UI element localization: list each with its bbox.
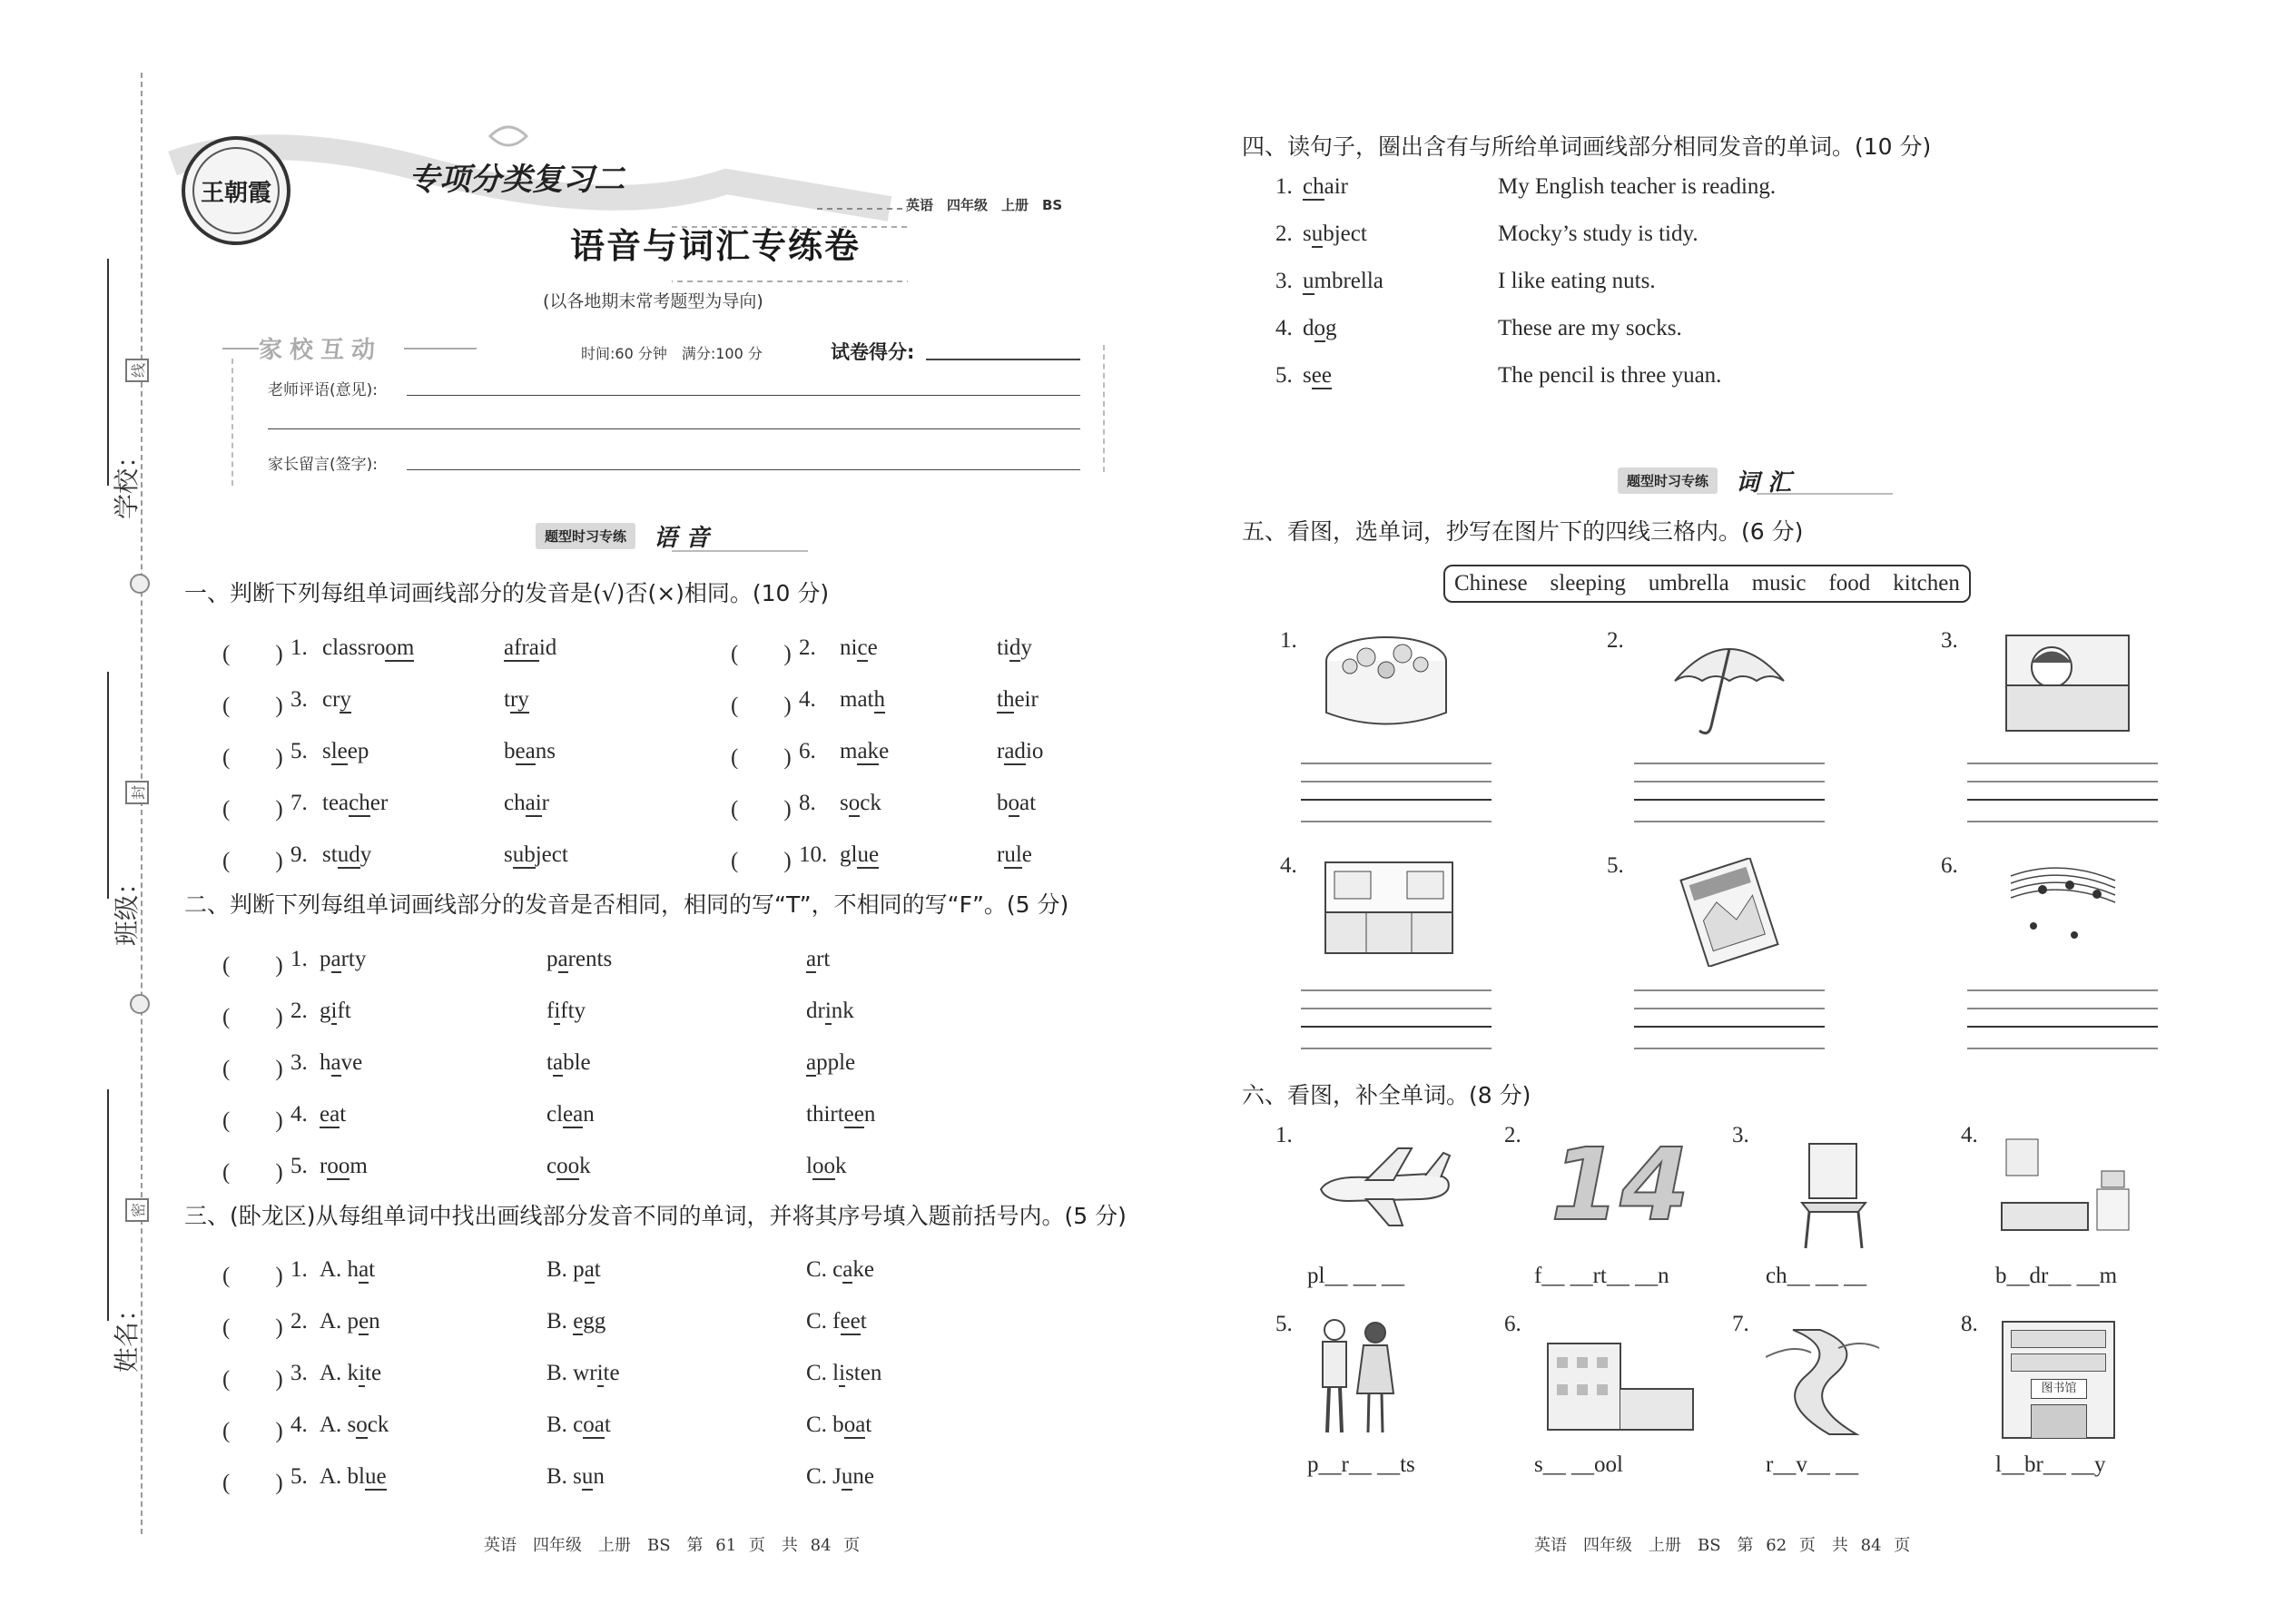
- item-number: 5.: [290, 739, 308, 763]
- word: party: [320, 947, 367, 971]
- four-line-grid[interactable]: [1634, 763, 1825, 826]
- given-word: see: [1303, 363, 1332, 388]
- four-line-grid[interactable]: [1967, 763, 2158, 826]
- word: have: [320, 1050, 363, 1075]
- answer-paren[interactable]: ( ): [222, 745, 283, 770]
- option-c: C. feet: [806, 1309, 867, 1334]
- item-number: 3.: [1275, 269, 1293, 293]
- q5-num-4: 4.: [1280, 853, 1297, 878]
- binding-mark-mi: 密: [125, 1198, 149, 1222]
- option-a: A. kite: [320, 1361, 382, 1385]
- word-a: glue: [840, 842, 880, 867]
- option-c: C. boat: [806, 1412, 872, 1437]
- answer-paren[interactable]: ( ): [222, 1005, 283, 1029]
- word-b: try: [504, 687, 529, 712]
- word-a: study: [322, 842, 372, 867]
- option-b: B. pat: [546, 1257, 601, 1282]
- school-label: 学校：: [112, 442, 143, 520]
- parent-comment-label: 家长留言(签字):: [268, 456, 378, 474]
- item-number: 8.: [799, 791, 816, 815]
- item-number: 4.: [290, 1102, 308, 1127]
- chair-picture: [1793, 1139, 1875, 1253]
- parent-comment-field[interactable]: [407, 469, 1080, 470]
- word-b: beans: [504, 739, 556, 763]
- item-number: 3.: [1732, 1123, 1749, 1147]
- answer-paren[interactable]: ( ): [731, 642, 792, 666]
- sentence[interactable]: Mocky’s study is tidy.: [1498, 221, 1698, 246]
- four-line-grid[interactable]: [1967, 989, 2158, 1053]
- binding-mark-feng: 封: [125, 781, 149, 804]
- word-blank[interactable]: ch__ __ __: [1766, 1264, 1867, 1288]
- item-number: 6.: [1504, 1312, 1521, 1336]
- answer-paren[interactable]: ( ): [222, 953, 283, 978]
- tag-small-label: 题型时习专练: [1618, 468, 1718, 494]
- word-a: make: [840, 739, 890, 763]
- sentence[interactable]: My English teacher is reading.: [1498, 174, 1777, 199]
- subtitle: (以各地期末常考题型为导向): [543, 291, 763, 311]
- answer-paren[interactable]: ( ): [222, 1160, 283, 1185]
- option-a: A. sock: [320, 1412, 389, 1437]
- item-number: 2.: [799, 635, 816, 660]
- word-blank[interactable]: p__r__ __ts: [1307, 1452, 1415, 1477]
- item-number: 7.: [290, 791, 308, 815]
- word: eat: [320, 1102, 347, 1127]
- parents-picture: [1307, 1316, 1407, 1439]
- item-number: 2.: [1275, 221, 1293, 246]
- school-field[interactable]: [107, 259, 109, 486]
- option-b: B. write: [546, 1361, 620, 1385]
- sentence[interactable]: These are my socks.: [1498, 316, 1682, 340]
- item-number: 2.: [1504, 1123, 1521, 1147]
- q5-num-1: 1.: [1280, 628, 1297, 653]
- chinese-book-picture: [1679, 858, 1779, 967]
- item-number: 7.: [1732, 1312, 1749, 1336]
- q5-num-5: 5.: [1607, 853, 1624, 878]
- sentence[interactable]: The pencil is three yuan.: [1498, 363, 1722, 388]
- tag-arrow: [1757, 493, 1893, 495]
- q6-title: 六、看图，补全单词。(8 分): [1242, 1082, 1531, 1108]
- option-b: B. coat: [546, 1412, 611, 1437]
- q1-title: 一、判断下列每组单词画线部分的发音是(√)否(×)相同。(10 分): [184, 580, 830, 606]
- binding-hole: [130, 574, 150, 594]
- word: thirteen: [806, 1102, 876, 1127]
- school-picture: [1543, 1334, 1698, 1434]
- section-tag-vocab: [1618, 464, 1791, 497]
- word: clean: [546, 1102, 595, 1127]
- answer-paren[interactable]: ( ): [222, 1264, 283, 1288]
- main-title: 语音与词汇专练卷: [570, 226, 861, 266]
- given-word: chair: [1303, 174, 1348, 199]
- given-word: subject: [1303, 221, 1367, 246]
- option-b: B. sun: [546, 1464, 605, 1489]
- answer-paren[interactable]: ( ): [731, 797, 792, 822]
- q2-title: 二、判断下列每组单词画线部分的发音是否相同，相同的写“T”，不相同的写“F”。(5 分): [184, 891, 1069, 918]
- word-b: subject: [504, 842, 568, 867]
- word-b: tidy: [997, 635, 1032, 660]
- word-blank[interactable]: pl__ __ __: [1307, 1264, 1404, 1288]
- subject-tag: 英语 四年级 上册 BS: [906, 197, 1063, 213]
- answer-paren[interactable]: ( ): [731, 745, 792, 770]
- word-a: classroom: [322, 635, 415, 660]
- word-b: radio: [997, 739, 1044, 763]
- logo-text: 王朝霞: [200, 179, 271, 207]
- score-label: 试卷得分:: [831, 341, 915, 363]
- class-label: 班级：: [112, 869, 143, 947]
- word-a: math: [840, 687, 885, 712]
- word-bank: Chinese sleeping umbrella music food kitchen: [1443, 565, 1971, 603]
- answer-paren[interactable]: ( ): [222, 797, 283, 822]
- series-title: 专项分类复习二: [409, 162, 625, 198]
- sentence[interactable]: I like eating nuts.: [1498, 269, 1656, 293]
- answer-paren[interactable]: ( ): [222, 694, 283, 718]
- q5-title: 五、看图，选单词，抄写在图片下的四线三格内。(6 分): [1242, 518, 1804, 545]
- deco-dashed: [1103, 345, 1105, 472]
- item-number: 3.: [290, 1361, 308, 1385]
- item-number: 4.: [1961, 1123, 1978, 1147]
- food-picture: [1321, 626, 1452, 731]
- deco-line: [222, 348, 259, 349]
- word: look: [806, 1154, 847, 1178]
- item-number: 4.: [799, 687, 816, 712]
- binding-mark-xian: 线: [125, 359, 149, 382]
- section-tag-phonics: [536, 519, 709, 552]
- word-blank[interactable]: r__v__ __: [1766, 1452, 1859, 1477]
- word-blank[interactable]: s__ __ool: [1534, 1452, 1623, 1477]
- teacher-comment-field[interactable]: [407, 395, 1080, 396]
- tag-vocab-label: 词 汇: [1736, 468, 1792, 497]
- option-a: A. hat: [320, 1257, 376, 1282]
- item-number: 6.: [799, 739, 816, 763]
- item-number: 2.: [290, 1309, 308, 1334]
- tag-small-label: 题型时习专练: [536, 523, 635, 549]
- answer-paren[interactable]: ( ): [222, 1108, 283, 1133]
- word: art: [806, 947, 831, 971]
- option-c: C. listen: [806, 1361, 882, 1385]
- word-a: cry: [322, 687, 351, 712]
- river-picture: [1766, 1321, 1884, 1439]
- teacher-comment-label: 老师评语(意见):: [268, 381, 378, 399]
- option-b: B. egg: [546, 1309, 606, 1334]
- answer-paren[interactable]: ( ): [222, 1367, 283, 1392]
- library-sign: 图书馆: [2031, 1379, 2087, 1399]
- item-number: 5.: [1275, 1312, 1293, 1336]
- item-number: 1.: [290, 635, 308, 660]
- deco-dashed: [231, 359, 233, 486]
- bedroom-picture: [1997, 1135, 2133, 1239]
- option-a: A. pen: [320, 1309, 380, 1334]
- word: room: [320, 1154, 368, 1178]
- word-blank[interactable]: b__dr__ __m: [1995, 1264, 2118, 1288]
- word-blank[interactable]: l__br__ __y: [1995, 1452, 2106, 1477]
- publisher-logo: [182, 136, 290, 245]
- answer-paren[interactable]: ( ): [222, 1419, 283, 1443]
- four-line-grid[interactable]: [1301, 763, 1492, 826]
- word: parents: [546, 947, 613, 971]
- word-a: teacher: [322, 791, 389, 815]
- item-number: 1.: [290, 1257, 308, 1282]
- answer-paren[interactable]: ( ): [222, 642, 283, 666]
- word-a: sleep: [322, 739, 369, 763]
- umbrella-picture: [1670, 626, 1788, 740]
- tag-arrow: [672, 550, 808, 552]
- option-a: A. blue: [320, 1464, 387, 1489]
- item-number: 1.: [290, 947, 308, 971]
- word-b: chair: [504, 791, 549, 815]
- given-word: dog: [1303, 316, 1337, 340]
- q4-title: 四、读句子，圈出含有与所给单词画线部分相同发音的单词。(10 分): [1242, 133, 1932, 160]
- option-c: C. June: [806, 1464, 875, 1489]
- word-a: sock: [840, 791, 881, 815]
- kitchen-picture: [1321, 858, 1457, 958]
- plane-picture: [1312, 1139, 1457, 1230]
- word: cook: [546, 1154, 591, 1178]
- item-number: 2.: [290, 999, 308, 1023]
- option-c: C. cake: [806, 1257, 874, 1282]
- family-school-label: 家校互动: [259, 337, 383, 364]
- fourteen-picture: 14: [1551, 1127, 1690, 1243]
- item-number: 5.: [290, 1154, 308, 1178]
- answer-paren[interactable]: ( ): [222, 849, 283, 873]
- tag-phonics-label: 语 音: [654, 524, 710, 552]
- item-number: 8.: [1961, 1312, 1978, 1336]
- answer-paren[interactable]: ( ): [731, 849, 792, 873]
- answer-paren[interactable]: ( ): [731, 694, 792, 718]
- library-picture: [2002, 1321, 2115, 1439]
- sleeping-picture: [2002, 626, 2133, 740]
- word-b: afraid: [504, 635, 557, 660]
- name-field[interactable]: [107, 1089, 109, 1321]
- item-number: 5.: [290, 1464, 308, 1489]
- item-number: 4.: [1275, 316, 1293, 340]
- item-number: 10.: [799, 842, 828, 867]
- word-a: nice: [840, 635, 878, 660]
- q5-num-3: 3.: [1941, 628, 1958, 653]
- answer-paren[interactable]: ( ): [222, 1315, 283, 1340]
- word-b: boat: [997, 791, 1037, 815]
- given-word: umbrella: [1303, 269, 1383, 293]
- class-field[interactable]: [107, 672, 109, 899]
- footer-right: 英语 四年级 上册 BS 第 62 页 共 84 页: [1534, 1536, 1911, 1555]
- item-number: 1.: [1275, 1123, 1293, 1147]
- item-number: 1.: [1275, 174, 1293, 199]
- binding-hole: [130, 994, 150, 1014]
- four-line-grid[interactable]: [1634, 989, 1825, 1053]
- answer-paren[interactable]: ( ): [222, 1057, 283, 1081]
- item-number: 3.: [290, 1050, 308, 1075]
- teacher-comment-field-2[interactable]: [268, 428, 1080, 429]
- word: gift: [320, 999, 351, 1023]
- time-info: 时间:60 分钟 满分:100 分: [581, 345, 763, 362]
- deco-line: [404, 348, 477, 349]
- music-picture: [2006, 858, 2120, 944]
- word-b: rule: [997, 842, 1032, 867]
- item-number: 3.: [290, 687, 308, 712]
- q5-num-2: 2.: [1607, 628, 1624, 653]
- word: fifty: [546, 999, 586, 1023]
- answer-paren[interactable]: ( ): [222, 1471, 283, 1495]
- word-b: their: [997, 687, 1039, 712]
- item-number: 5.: [1275, 363, 1293, 388]
- word: apple: [806, 1050, 856, 1075]
- q3-title: 三、(卧龙区)从每组单词中找出画线部分发音不同的单词，并将其序号填入题前括号内。(5 分): [184, 1203, 1127, 1229]
- word-blank[interactable]: f__ __rt__ __n: [1534, 1264, 1669, 1288]
- word: drink: [806, 999, 854, 1023]
- score-field[interactable]: [926, 359, 1080, 360]
- footer-left: 英语 四年级 上册 BS 第 61 页 共 84 页: [484, 1536, 861, 1555]
- item-number: 4.: [290, 1412, 308, 1437]
- q5-num-6: 6.: [1941, 853, 1958, 878]
- item-number: 9.: [290, 842, 308, 867]
- word: table: [546, 1050, 591, 1075]
- four-line-grid[interactable]: [1301, 989, 1492, 1053]
- name-label: 姓名：: [112, 1295, 143, 1373]
